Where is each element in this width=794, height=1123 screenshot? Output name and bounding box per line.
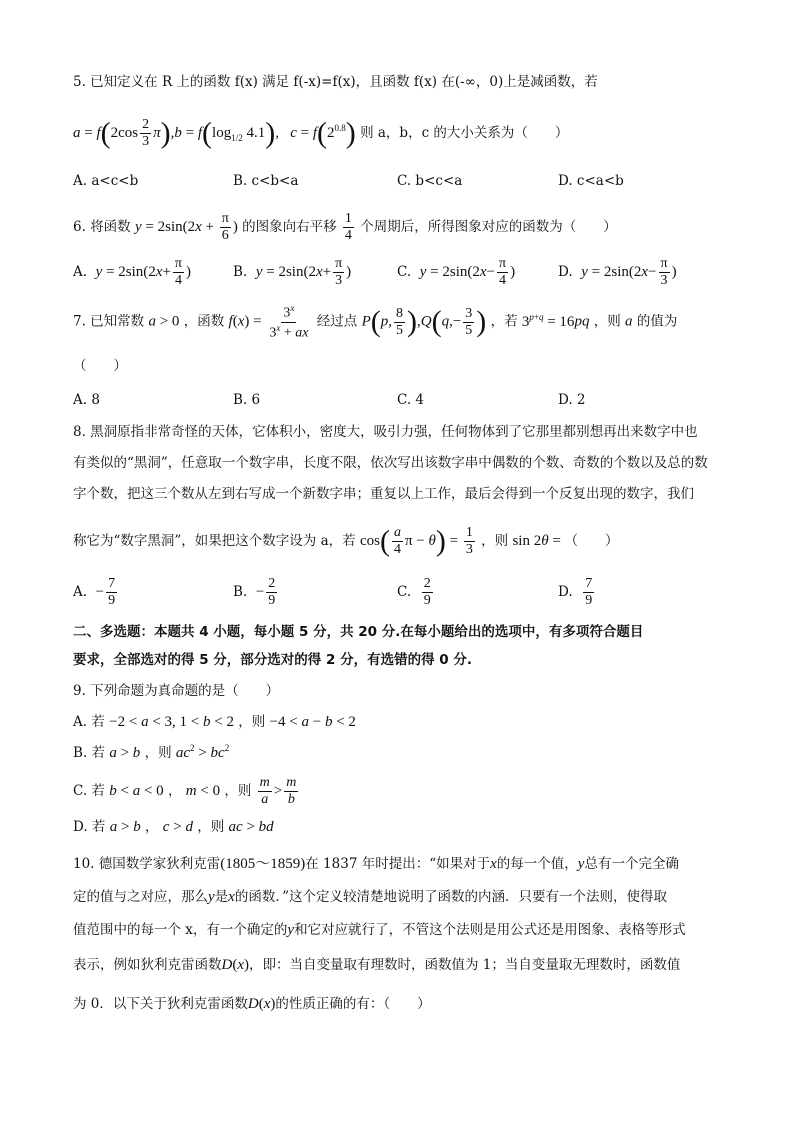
q6-stem-prefix: 6. 将函数 [73,219,131,235]
q6-option-b: B. y = 2sin(2x+ $\frac{\pi}{3}$ ) [233,256,352,288]
q7-stem-prefix: 7. 已知常数 [73,313,145,330]
q5-formula-suffix: 则 a，b，c 的大小关系为（ ） [360,125,569,141]
q8-line-1: 8. 黑洞原指非常奇怪的天体，它体积小，密度大，吸引力强，任何物体到了它那里都别想再出来数字中也 [73,424,698,440]
q5-option-c: C. b<c<a [397,173,463,189]
q8-option-d: D. $\frac{7}{9}$ [558,576,593,608]
q6-stem: 6. 将函数 y = 2sin(2x + $\frac{\pi}{6}$ ) 的图象向右平移 $\frac{1}{4}$ 个周期后，所得图象对应的函数为（ ） [73,211,617,243]
q7-option-c: C. 4 [397,392,425,408]
q6-option-c: C. y = 2sin(2x− $\frac{\pi}{4}$ ) [397,256,516,288]
q9-option-b: B. 若 a > b ，则 $ac^2 > bc^2$ [73,743,230,761]
q8-option-c: C. $\frac{2}{9}$ [397,576,431,608]
q5-stem: 5. 已知定义在 R 上的函数 f(x) 满足 f(-x)=f(x)，且函数 f(x) 在(-∞，0)上是减函数，若 [73,74,598,90]
q9-option-d: D. 若 a > b ， c > d ，则 ac > bd [73,819,274,835]
q10-line-1: 10. 德国数学家狄利克雷(1805～1859)在 1837 年时提出：“如果对于x的每一个值，y总有一个完全确 [73,856,679,872]
q5-option-d: D. c<a<b [558,173,624,189]
q9-option-c: C. 若 b < a < 0 ， m < 0 ，则 $\frac{m}{a}$ > $\frac{m}{b}$ [73,775,297,807]
q8-option-a: A. − $\frac{7}{9}$ [73,576,116,608]
q8-line-3: 字个数，把这三个数从左到右写成一个新数字串；重复以上工作，最后会得到一个反复出现的数字，我们 [73,486,694,502]
q7-blank: （ ） [73,358,127,374]
q7-option-d: D. 2 [558,392,586,408]
q7-option-a: A. 8 [73,392,100,408]
q10-line-2: 定的值与之对应，那么y是x的函数．”这个定义较清楚地说明了函数的内涵．只要有一个法则，使得取 [73,889,667,905]
section-2-heading-line-1: 二、多选题：本题共 4 小题，每小题 5 分，共 20 分.在每小题给出的选项中，有多项符合题目 [73,624,644,640]
q6-stem-middle: 的图象向右平移 [242,219,337,235]
q9-option-a: A. 若 −2 < a < 3, 1 < b < 2 ，则 −4 < a − b < 2 [73,714,356,730]
q5-option-a: A. a<c<b [73,173,139,189]
q9-stem: 9. 下列命题为真命题的是（ ） [73,683,280,699]
q8-line-2: 有类似的“黑洞”，任意取一个数字串，长度不限，依次写出该数字串中偶数的个数、奇数的个数以及总的数 [73,455,708,471]
q7-option-b: B. 6 [233,392,261,408]
q8-line-4: 称它为“数字黑洞”，如果把这个数字设为 a，若 cos( $\frac{a}{4}$ π − θ) = $\frac{1}{3}$ ，则 sin 2θ = （ ） [73,524,619,558]
q10-line-4: 表示，例如狄利克雷函数D(x)，即：当自变量取有理数时，函数值为 1；当自变量取无理数时，函数值 [73,957,681,973]
q7-stem: 7. 已知常数 a > 0 ，函数 f(x) = $\frac{3^x}{3^x + ax}$ 经过点 P(p, $\frac{8}{5}$ ),Q(q,− $\frac{3}{5}$ ) ，若 $3^{p+q} = 16pq$ ，则 a 的值为 [73,303,678,341]
q10-line-3: 值范围中的每一个 x，有一个确定的y和它对应就行了，不管这个法则是用公式还是用图象、表格等形式 [73,922,686,938]
section-2-heading-line-2: 要求，全部选对的得 5 分，部分选对的得 2 分，有选错的得 0 分. [73,652,473,668]
q10-line-5: 为 0．以下关于狄利克雷函数D(x)的性质正确的有：（ ） [73,996,431,1012]
q6-option-a: A. y = 2sin(2x+ $\frac{\pi}{4}$ ) [73,256,191,288]
q6-stem-suffix: 个周期后，所得图象对应的函数为（ ） [360,219,617,235]
q6-option-d: D. y = 2sin(2x− $\frac{\pi}{3}$ ) [558,256,677,288]
q5-option-b: B. c<b<a [233,173,299,189]
q5-formula: a = f(2cos $\frac{2}{3}$ $\pi),b = f(\log_{1/2}$ 4.1), $c = f(2^{0.8})$ 则 a，b，c 的大小关系为（ ） [73,116,569,150]
q8-option-b: B. − $\frac{2}{9}$ [233,576,276,608]
